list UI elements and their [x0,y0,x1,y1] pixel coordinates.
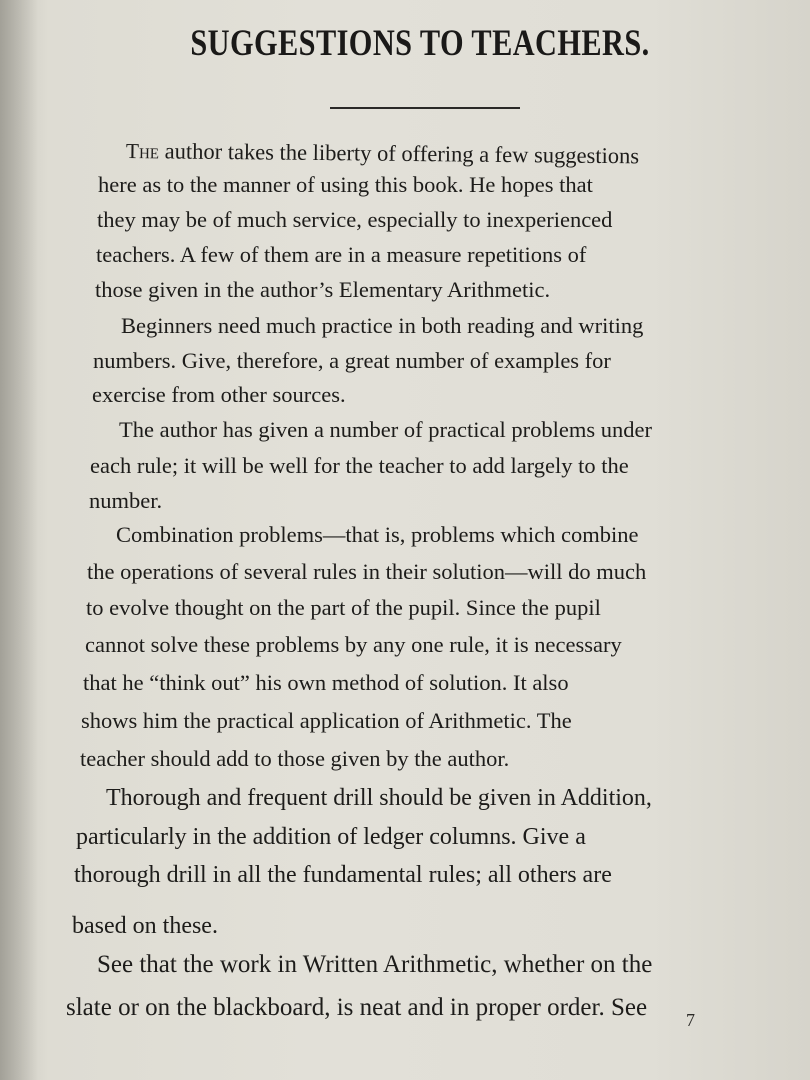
lead-word: The [125,139,160,164]
text-line-22: based on these. [72,913,218,939]
text-line-8: exercise from other sources. [92,382,346,407]
text-line-4: teachers. A few of them are in a measure repetitions of [96,242,587,267]
text-line-13: the operations of several rules in their solution—will do much [87,559,647,584]
text-line-9: The author has given a number of practical problems under [119,417,652,442]
text-line-6: Beginners need much practice in both reading and writing [121,313,644,338]
text-line-11: number. [89,488,163,513]
text-line-2: here as to the manner of using this book. He hopes that [98,172,593,197]
text-line-12: Combination problems—that is, problems which combine [116,522,639,547]
text-line-15: cannot solve these problems by any one rule, it is necessary [85,632,622,657]
text-line-24: slate or on the blackboard, is neat and in proper order. See [66,994,648,1021]
text-line-16: that he “think out” his own method of solution. It also [83,670,569,695]
text-line-19: Thorough and frequent drill should be given in Addition, [106,785,652,811]
text-line-1: The author takes the liberty of offering a few suggestions [125,138,640,169]
title-rule [330,107,520,109]
text-line-14: to evolve thought on the part of the pupil. Since the pupil [86,595,601,620]
text-line-7: numbers. Give, therefore, a great number of examples for [93,348,611,373]
text-line-3: they may be of much service, especially to inexperienced [97,207,613,232]
text-line-5: those given in the author’s Elementary Arithmetic. [95,277,551,302]
text-line-20: particularly in the addition of ledger columns. Give a [76,824,586,850]
text-line-18: teacher should add to those given by the author. [80,746,510,771]
text-line-10: each rule; it will be well for the teacher to add largely to the [90,453,629,478]
page-title: SUGGESTIONS TO TEACHERS. [190,23,650,64]
text-line-23: See that the work in Written Arithmetic, whether on the [97,951,653,978]
text-line-21: thorough drill in all the fundamental rules; all others are [74,862,612,888]
page-number: 7 [686,1010,695,1030]
text-line-17: shows him the practical application of Arithmetic. The [81,708,572,733]
